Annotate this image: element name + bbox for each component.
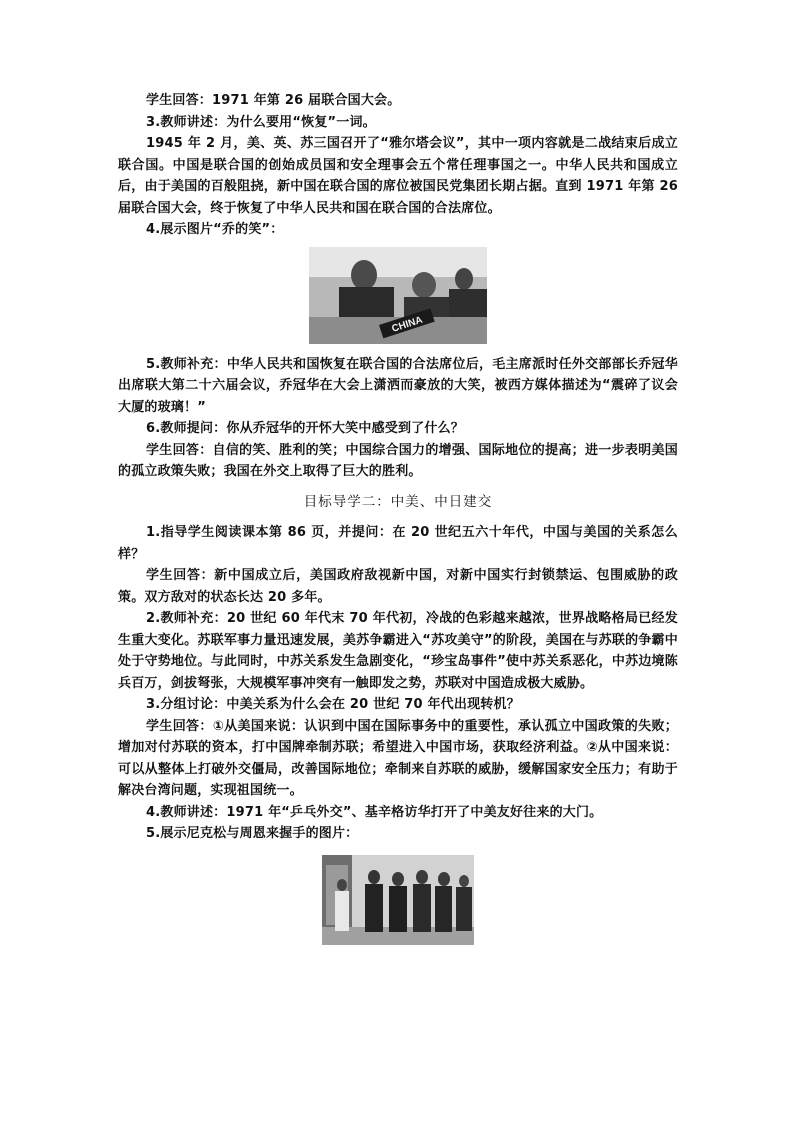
paragraph: 学生回答：自信的笑、胜利的笑；中国综合国力的增强、国际地位的提高；进一步表明美国的孤立政策失败；我国在外交上取得了巨大的胜利。 <box>118 442 678 479</box>
china-nameplate: CHINA <box>390 314 425 335</box>
photo-nixon-zhou-handshake <box>322 855 474 945</box>
paragraph: 5.教师补充：中华人民共和国恢复在联合国的合法席位后，毛主席派时任外交部部长乔冠华出席联大第二十六届会议，乔冠华在大会上潇洒而豪放的大笑，被西方媒体描述为“震碎了议会大厦的玻璃！” <box>118 356 678 415</box>
paragraph: 5.展示尼克松与周恩来握手的图片： <box>146 826 359 841</box>
paragraph: 3.教师讲述：为什么要用“恢复”一词。 <box>146 114 376 130</box>
section-heading: 目标导学二：中美、中日建交 <box>303 493 493 510</box>
paragraph: 6.教师提问：你从乔冠华的开怀大笑中感受到了什么？ <box>146 421 464 436</box>
paragraph: 1945 年 2 月，美、英、苏三国召开了“雅尔塔会议”，其中一项内容就是二战结束后成立联合国。中国是联合国的创始成员国和安全理事会五个常任理事国之一。中华人民共和国成立后，由于美国的百般阻挠，新中国在联合国的席位被国民党集团长期占据。直到 1971 年第 26 届联合国大会，终于恢复了中华人民共和国在联合国的合法席位。 <box>118 136 678 216</box>
paragraph: 3.分组讨论：中美关系为什么会在 20 世纪 70 年代出现转机？ <box>146 697 520 712</box>
paragraph: 学生回答：①从美国来说：认识到中国在国际事务中的重要性，承认孤立中国政策的失败；增加对付苏联的资本，打中国牌牵制苏联；希望进入中国市场，获取经济利益。②从中国来说：可以从整体上打破外交僵局，改善国际地位；牵制来自苏联的威胁，缓解国家安全压力；有助于解决台湾问题，实现祖国统一。 <box>118 718 678 798</box>
paragraph: 4.展示图片“乔的笑”： <box>146 222 284 237</box>
document-body <box>118 90 678 955</box>
paragraph: 1.指导学生阅读课本第 86 页，并提问：在 20 世纪五六十年代，中国与美国的关系怎么样？ <box>118 525 678 562</box>
paragraph: 4.教师讲述：1971 年“乒乓外交”、基辛格访华打开了中美友好往来的大门。 <box>146 804 603 820</box>
photo-qiao-laughing <box>309 247 487 344</box>
paragraph: 学生回答：新中国成立后，美国政府敌视新中国，对新中国实行封锁禁运、包围威胁的政策。双方敌对的状态长达 20 多年。 <box>118 568 678 605</box>
paragraph: 2.教师补充：20 世纪 60 年代末 70 年代初，冷战的色彩越来越浓，世界战略格局已经发生重大变化。苏联军事力量迅速发展，美苏争霸进入“苏攻美守”的阶段，美国在与苏联的争霸中处于守势地位。与此同时，中苏关系发生急剧变化，“珍宝岛事件”使中苏关系恶化，中苏边境陈兵百万，剑拔弩张，大规模军事冲突有一触即发之势，苏联对中国造成极大威胁。 <box>118 611 678 691</box>
paragraph: 学生回答：1971 年第 26 届联合国大会。 <box>146 93 401 108</box>
